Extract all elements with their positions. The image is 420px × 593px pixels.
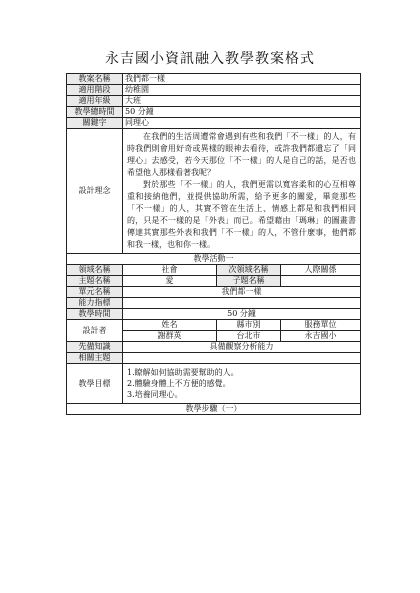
goals-list: [123, 364, 361, 404]
designer-name-value: 謝群英: [123, 331, 217, 342]
teaching-time-label: 教學時間: [67, 309, 123, 320]
unit-value: 我們都一樣: [123, 287, 361, 298]
row-activity-header: [67, 254, 361, 265]
designer-label: 設計者: [67, 320, 123, 342]
total-time-value: 50 分鐘: [123, 107, 361, 118]
row-domain: [67, 265, 361, 276]
row-teaching-time: [67, 309, 361, 320]
row-lesson-name: [67, 74, 361, 85]
design-concept-paragraph-1: 在我們的生活周遭常會遇到有些和我們「不一樣」的人，有時我們則會用好奇或異樣的眼神去看待，或許我們都遺忘了「同理心」去感受，若今天那位「不一樣」的人是自己的話，是否也希望他人那樣看著我呢？: [127, 132, 356, 177]
row-related-theme: [67, 353, 361, 364]
row-stage: [67, 85, 361, 96]
teaching-time-value: 50 分鐘: [123, 309, 361, 320]
ability-label: 能力指標: [67, 298, 123, 309]
prior-knowledge-value: 具備觀察分析能力: [123, 342, 361, 353]
designer-unit-header: 服務單位: [281, 320, 361, 331]
subtheme-label: 子題名稱: [217, 276, 281, 287]
lesson-name-value: 我們都一樣: [123, 74, 361, 85]
designer-city-value: 台北市: [217, 331, 281, 342]
stage-value: 幼稚園: [123, 85, 361, 96]
keyword-value: 同理心: [123, 118, 361, 129]
goal-item-1: 1.瞭解如何協助需要幫助的人。: [127, 368, 239, 377]
ability-value: [123, 298, 361, 309]
row-ability: [67, 298, 361, 309]
designer-unit-value: 永吉國小: [281, 331, 361, 342]
total-time-label: 教學總時間: [67, 107, 123, 118]
row-goals: [67, 364, 361, 404]
goal-item-3: 3.培養同理心。: [127, 390, 183, 399]
row-steps-header: [67, 404, 361, 415]
activity-header: 教學活動一: [67, 254, 361, 265]
steps-header: 教學步驟（一）: [67, 404, 361, 415]
domain-label: 領域名稱: [67, 265, 123, 276]
subdomain-value: 人際關係: [281, 265, 361, 276]
theme-value: 愛: [123, 276, 217, 287]
lesson-name-label: 教案名稱: [67, 74, 123, 85]
design-concept-paragraph-2: 對於那些「不一樣」的人，我們更需以寬容柔和的心互相尊重和接納他們，並提供協助所需，給予更多的關愛，畢竟那些「不一樣」的人，其實不管在生活上、情感上都是和我們相同的，只是不一樣的是「外表」而已。希望藉由「瑪琳」的圖畫書傳達其實那些外表和我們「不一樣」的人，不管什麼事，他們都和我一樣，也和你一樣。: [127, 180, 356, 249]
goals-label: 教學目標: [67, 364, 123, 404]
subtheme-value: [281, 276, 361, 287]
row-design-concept: [67, 129, 361, 254]
domain-value: 社會: [123, 265, 217, 276]
row-unit: [67, 287, 361, 298]
row-designer-headers: [67, 320, 361, 331]
row-grade: [67, 96, 361, 107]
design-concept-label: 設計理念: [67, 129, 123, 254]
related-theme-label: 相關主題: [67, 353, 123, 364]
row-total-time: [67, 107, 361, 118]
related-theme-value: [123, 353, 361, 364]
row-keyword: [67, 118, 361, 129]
designer-city-header: 縣市別: [217, 320, 281, 331]
row-theme: [67, 276, 361, 287]
stage-label: 適用階段: [67, 85, 123, 96]
grade-value: 大班: [123, 96, 361, 107]
row-prior-knowledge: [67, 342, 361, 353]
document-title: 永吉國小資訊融入教學教案格式: [105, 51, 315, 67]
goal-item-2: 2.體驗身體上不方便的感覺。: [127, 379, 231, 388]
keyword-label: 關鍵字: [67, 118, 123, 129]
design-concept-text: [123, 129, 361, 254]
unit-label: 單元名稱: [67, 287, 123, 298]
subdomain-label: 次領域名稱: [217, 265, 281, 276]
designer-name-header: 姓名: [123, 320, 217, 331]
lesson-plan-table: [66, 73, 361, 415]
theme-label: 主題名稱: [67, 276, 123, 287]
prior-knowledge-label: 先備知識: [67, 342, 123, 353]
grade-label: 適用年級: [67, 96, 123, 107]
